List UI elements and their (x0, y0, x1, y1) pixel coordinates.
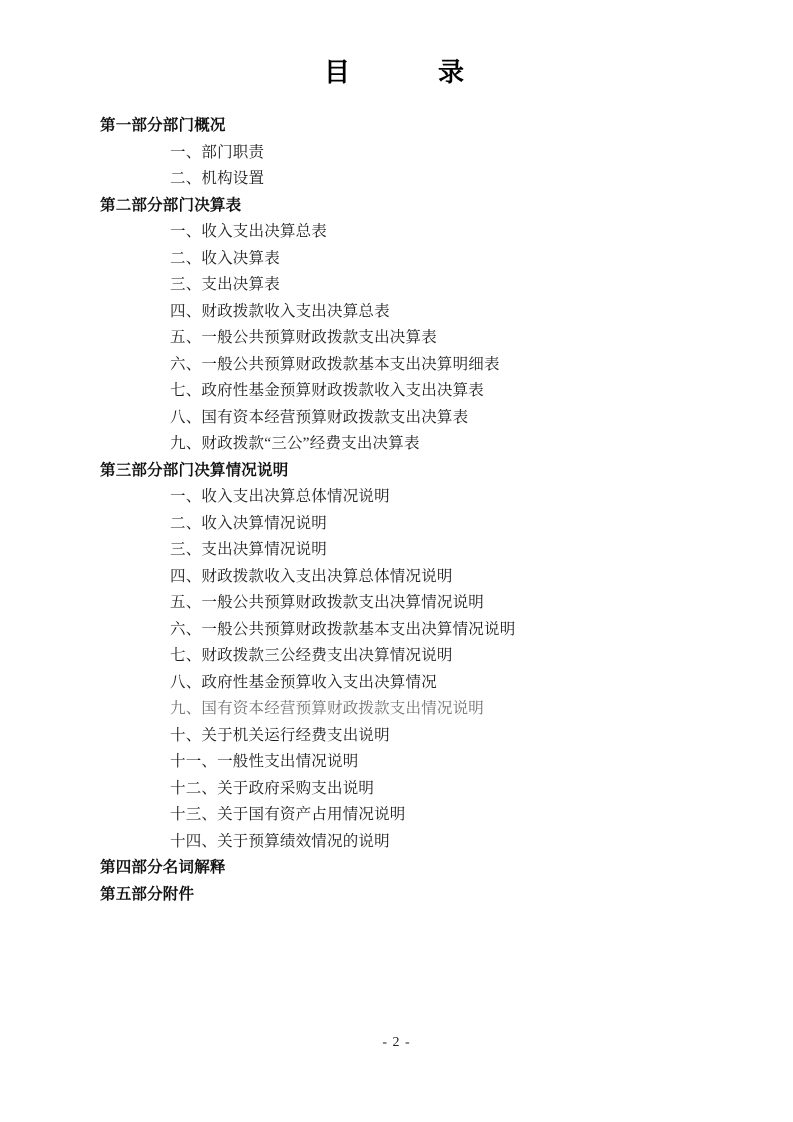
toc-entry[interactable]: 十四、关于预算绩效情况的说明 (170, 832, 390, 850)
toc-entry[interactable]: 五、一般公共预算财政拨款支出决算情况说明 (170, 594, 485, 611)
toc-part-heading[interactable]: 第一部分部门概况 (100, 117, 226, 134)
toc-entry[interactable]: 十、关于机关运行经费支出说明 (170, 726, 390, 744)
toc-entry[interactable]: 十一、一般性支出情况说明 (170, 753, 359, 770)
toc-entry[interactable]: 一、收入支出决算总体情况说明 (170, 488, 390, 505)
toc-entry[interactable]: 八、政府性基金预算收入支出决算情况 (170, 673, 437, 691)
toc-part-heading[interactable]: 第四部分名词解释 (100, 859, 226, 876)
page-number: - 2 - (382, 1035, 411, 1050)
toc-entry[interactable]: 一、收入支出决算总表 (170, 223, 328, 240)
toc-entry[interactable]: 三、支出决算情况说明 (170, 541, 328, 558)
toc-entry[interactable]: 九、财政拨款“三公”经费支出决算表 (170, 435, 420, 452)
toc-entry[interactable]: 七、财政拨款三公经费支出决算情况说明 (170, 647, 453, 664)
toc-entry[interactable]: 四、财政拨款收入支出决算总表 (170, 302, 390, 320)
toc-entry[interactable]: 二、机构设置 (170, 170, 265, 187)
toc-part-heading[interactable]: 第三部分部门决算情况说明 (100, 461, 289, 479)
toc-entry[interactable]: 十二、关于政府采购支出说明 (170, 779, 375, 797)
toc-entry[interactable]: 九、国有资本经营预算财政拨款支出情况说明 (170, 700, 485, 717)
toc-entry[interactable]: 八、国有资本经营预算财政拨款支出决算表 (170, 408, 469, 426)
toc-part-heading[interactable]: 第二部分部门决算表 (100, 196, 242, 214)
toc-entry[interactable]: 二、收入决算情况说明 (170, 514, 328, 532)
toc-entry[interactable]: 十三、关于国有资产占用情况说明 (170, 806, 406, 823)
page-content (100, 0, 700, 910)
toc-entry[interactable]: 五、一般公共预算财政拨款支出决算表 (170, 329, 437, 346)
toc-entry[interactable]: 二、收入决算表 (170, 249, 280, 267)
toc-part-heading[interactable]: 第五部分附件 (100, 885, 195, 903)
toc-entry[interactable]: 七、政府性基金预算财政拨款收入支出决算表 (170, 382, 485, 399)
toc-entry[interactable]: 四、财政拨款收入支出决算总体情况说明 (170, 567, 453, 585)
toc-entry[interactable]: 一、部门职责 (170, 143, 265, 161)
page-title: 目 录 (323, 58, 476, 87)
toc-entry[interactable]: 六、一般公共预算财政拨款基本支出决算情况说明 (170, 620, 516, 638)
toc-entry[interactable]: 六、一般公共预算财政拨款基本支出决算明细表 (170, 355, 500, 373)
table-of-contents (100, 115, 700, 905)
toc-entry[interactable]: 三、支出决算表 (170, 276, 280, 293)
